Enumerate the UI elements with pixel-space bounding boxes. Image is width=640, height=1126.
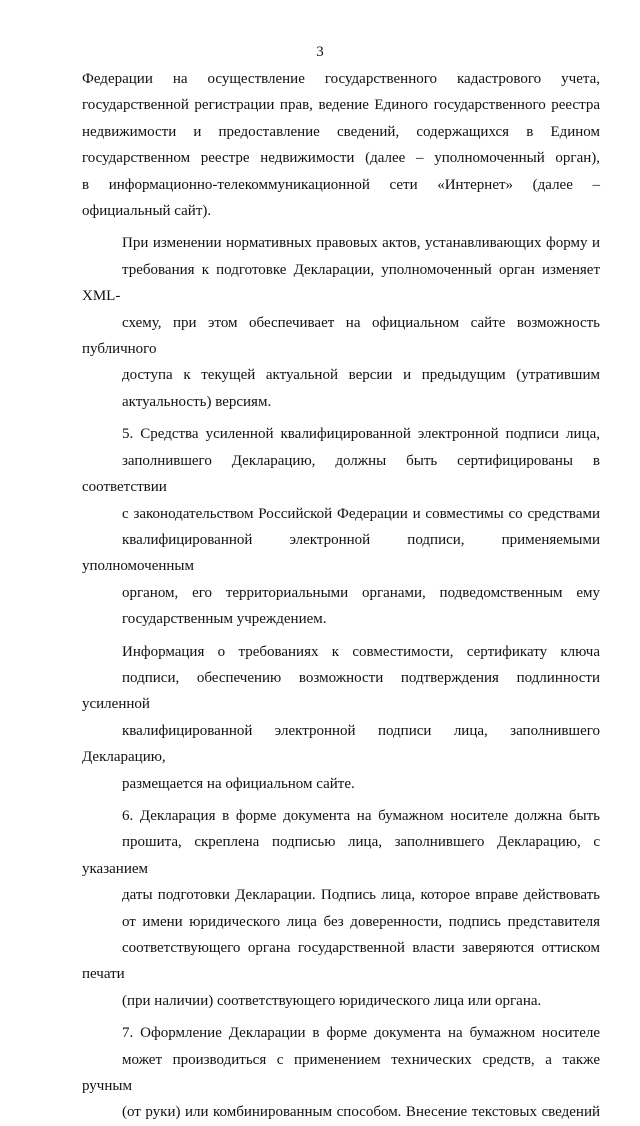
text-line: (при наличии) соответствующего юридического лица или органа.	[122, 992, 542, 1009]
paragraph	[82, 639, 600, 797]
text-line: 7. Оформление Декларации в форме документа на бумажном носителе	[122, 1025, 600, 1042]
text-line: схему, при этом обеспечивает на официальном сайте возможность публичного	[82, 314, 600, 358]
text-line: доступа к текущей актуальной версии и предыдущим (утратившим	[122, 367, 600, 384]
text-line: от имени юридического лица без доверенности, подпись представителя	[122, 913, 600, 930]
text-line: Федерации на осуществление государственного кадастрового учета,	[82, 71, 600, 87]
text-line: может производиться с применением технических средств, а также ручным	[82, 1051, 600, 1095]
paragraph	[82, 66, 600, 224]
text-line: официальный сайт).	[82, 203, 212, 220]
text-line: государственным учреждением.	[122, 611, 327, 628]
text-line: 6. Декларация в форме документа на бумажном носителе должна быть	[122, 807, 600, 824]
text-line: актуальность) версиям.	[122, 393, 272, 410]
text-line: размещается на официальном сайте.	[122, 775, 355, 792]
text-line: заполнившего Декларацию, должны быть сертифицированы в соответствии	[82, 452, 600, 496]
document-body	[82, 66, 600, 1126]
paragraph	[82, 230, 600, 415]
text-line: недвижимости и предоставление сведений, содержащихся в Едином	[82, 123, 600, 140]
text-line: квалифицированной электронной подписи, применяемыми уполномоченным	[82, 531, 600, 575]
paragraph	[82, 421, 600, 632]
text-line: (от руки) или комбинированным способом. Внесение текстовых сведений	[122, 1104, 600, 1121]
text-line: 5. Средства усиленной квалифицированной электронной подписи лица,	[122, 426, 600, 443]
text-line: государственной регистрации прав, ведение Единого государственного реестра	[82, 97, 600, 114]
text-line: государственном реестре недвижимости (далее – уполномоченный орган),	[82, 150, 600, 167]
page-number: 3	[316, 44, 324, 60]
text-line: квалифицированной электронной подписи лица, заполнившего Декларацию,	[82, 722, 600, 766]
text-line: даты подготовки Декларации. Подпись лица, которое вправе действовать	[122, 887, 600, 904]
text-line: соответствующего органа государственной власти заверяются оттиском печати	[82, 940, 600, 983]
text-line: требования к подготовке Декларации, уполномоченный орган изменяет XML-	[82, 261, 600, 305]
text-line: подписи, обеспечению возможности подтверждения подлинности усиленной	[82, 669, 600, 713]
text-line: Информация о требованиях к совместимости, сертификату ключа	[122, 643, 600, 660]
text-line: с законодательством Российской Федерации и совместимы со средствами	[122, 505, 600, 522]
text-line: прошита, скреплена подписью лица, заполнившего Декларацию, с указанием	[82, 834, 600, 877]
paragraph	[82, 1020, 600, 1126]
text-line: органом, его территориальными органами, подведомственным ему	[122, 584, 600, 601]
text-line: При изменении нормативных правовых актов, устанавливающих форму и	[122, 235, 600, 252]
text-line: в информационно-телекоммуникационной сети «Интернет» (далее –	[82, 176, 600, 193]
paragraph	[82, 803, 600, 1014]
